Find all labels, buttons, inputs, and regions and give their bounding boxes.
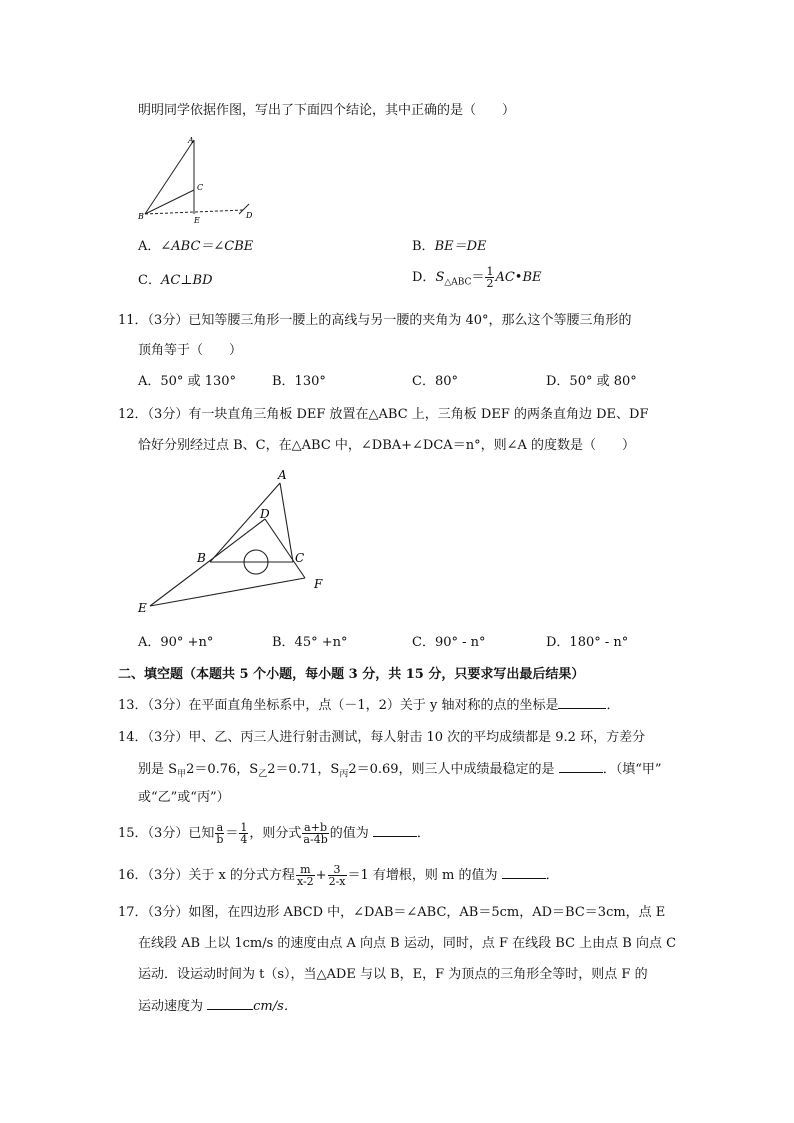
q10-option-c-letter: C． [138, 273, 161, 288]
q13-score: （3分） [147, 698, 189, 713]
q16-f2-num: 3 [328, 864, 347, 876]
q12-label-e: E [138, 601, 147, 615]
q12-label-f: F [314, 577, 323, 591]
q14-v2: 2＝0.71，S [267, 762, 340, 777]
q15-post: 的值为 [329, 826, 369, 841]
q14-number: 14． [118, 730, 148, 745]
q16-pre: 关于 x 的分式方程 [188, 868, 295, 883]
q16-f1-num: m [296, 864, 315, 876]
q16-f1-den: x-2 [296, 875, 314, 888]
q17-line3: 运动．设运动时间为 t（s），当△ADE 与以 B，E，F 为顶点的三角形全等时，则点 F 的 [138, 967, 648, 982]
q16-end: ． [545, 868, 559, 883]
q11-option-c: C．80° [412, 374, 458, 389]
q16-fraction-m [296, 864, 315, 887]
q12-line2: 恰好分别经过点 B、C，在△ABC 中，∠DBA+∠DCA＝n°，则∠A 的度数是（ ） [138, 438, 635, 453]
q16-plus: + [315, 868, 327, 883]
q10-label-e: E [194, 216, 200, 225]
q15-f1-den: b [216, 833, 224, 846]
q14-sub-1: 甲 [177, 769, 187, 780]
q16-answer-blank[interactable] [502, 866, 546, 879]
q12-option-a: A．90° +n° [138, 635, 214, 650]
q12-option-d: D．180° - n° [546, 635, 629, 650]
q14-score: （3分） [147, 730, 189, 745]
q15 [118, 822, 430, 845]
q15-f2-num: 1 [240, 821, 248, 834]
q10-option-d-fraction [485, 266, 494, 289]
q17-l4-pre: 运动速度为 [138, 999, 204, 1014]
q10-option-a [138, 238, 253, 256]
q12-label-c: C [295, 551, 305, 565]
q10-option-d-post: AC•BE [495, 270, 542, 285]
q12-score: （3分） [147, 407, 189, 422]
q13-end: ． [606, 698, 620, 713]
q17-text1: 如图，在四边形 ABCD 中，∠DAB＝∠ABC，AB＝5cm，AD＝BC＝3cm，点 E [188, 905, 666, 920]
section2-title: 二、填空题（本题共 5 个小题，每小题 3 分，共 15 分，只要求写出最后结果） [118, 667, 585, 682]
q15-f1-num: a [216, 821, 224, 834]
q11-text1: 已知等腰三角形一腰上的高线与另一腰的夹角为 40°，那么这个等腰三角形的 [188, 313, 632, 328]
q13 [118, 696, 620, 715]
q16 [118, 864, 559, 887]
q10-option-d-den: 2 [486, 277, 494, 290]
q10-option-b-letter: B． [412, 239, 435, 254]
q10-label-d: D [246, 211, 253, 220]
q14-l2-pre: 别是 S [138, 762, 178, 777]
q10-option-b-text: BE＝DE [434, 239, 487, 254]
q10-figure [132, 134, 262, 226]
q15-eq: ＝ [225, 826, 239, 841]
q17-number: 17． [118, 905, 148, 920]
q13-answer-blank[interactable] [558, 696, 606, 709]
q10-option-c [138, 272, 213, 290]
q12-figure [132, 466, 332, 618]
q10-label-c: C [197, 183, 204, 192]
q12-option-c: C．90° - n° [412, 635, 486, 650]
q10-option-b [412, 238, 487, 256]
q16-score: （3分） [147, 868, 189, 883]
q11-option-a: A．50° 或 130° [138, 374, 237, 389]
q15-end: ． [416, 826, 430, 841]
q10-option-d-num: 1 [486, 265, 494, 278]
q14-v3: 2＝0.69，则三人中成绩最稳定的是 [348, 762, 555, 777]
q10-option-c-text: AC⊥BD [160, 273, 213, 288]
q11-option-b: B．130° [272, 374, 326, 389]
q15-mid: ，则分式 [249, 826, 302, 841]
q12-line1 [118, 406, 648, 424]
q15-score: （3分） [147, 826, 189, 841]
q14-answer-blank[interactable] [559, 760, 603, 773]
q10-option-a-letter: A． [138, 239, 161, 254]
q16-number: 16． [118, 868, 148, 883]
q12-label-a: A [278, 468, 287, 482]
q14-v1: 2＝0.76，S [186, 762, 259, 777]
q13-number: 13． [118, 698, 148, 713]
q15-f3-num: a+b [304, 821, 327, 834]
q17-score: （3分） [147, 905, 189, 920]
q14-sub-3: 丙 [339, 769, 349, 780]
q11-line2: 顶角等于（ ） [138, 343, 243, 358]
q14-line2 [138, 760, 662, 784]
q10-label-b: B [138, 212, 144, 221]
q10-option-d-eq: ＝ [471, 270, 485, 285]
q10-option-d-sub: △ABC [444, 277, 472, 288]
q15-pre: 已知 [188, 826, 215, 841]
q12-text1: 有一块直角三角板 DEF 放置在△ABC 上，三角板 DEF 的两条直角边 DE、DF [188, 407, 649, 422]
q10-option-d [412, 266, 542, 292]
q14-line1 [118, 729, 645, 747]
q15-answer-blank[interactable] [373, 824, 417, 837]
q10-label-a: A [188, 136, 194, 145]
q16-post: ＝1 有增根，则 m 的值为 [347, 868, 498, 883]
q17-l4-post: cm/s． [253, 999, 297, 1014]
q17-answer-blank[interactable] [207, 997, 253, 1010]
q15-fraction-expr [302, 822, 328, 845]
q14-sub-2: 乙 [258, 769, 268, 780]
q10-option-a-text: ∠ABC＝∠CBE [160, 239, 254, 254]
q16-f2-den: 2-x [328, 875, 346, 888]
q14-l2-post: ．（填“甲” [602, 762, 662, 777]
q17-line1 [118, 904, 665, 922]
q15-fraction-a-b [215, 822, 224, 845]
q13-text: 在平面直角坐标系中，点（－1，2）关于 y 轴对称的点的坐标是 [188, 698, 559, 713]
q10-option-d-letter: D． [412, 270, 436, 285]
q11-option-d: D．50° 或 80° [546, 374, 637, 389]
q16-fraction-3 [328, 864, 347, 887]
q17-line2: 在线段 AB 上以 1cm/s 的速度由点 A 向点 B 运动，同时，点 F 在线段 BC 上由点 B 向点 C [138, 936, 677, 951]
q12-number: 12． [118, 407, 148, 422]
q11-number: 11． [118, 313, 148, 328]
q15-fraction-1-4 [239, 822, 248, 845]
q15-number: 15． [118, 826, 148, 841]
q15-f2-den: 4 [240, 833, 248, 846]
q10-option-d-s: S [435, 270, 445, 285]
q14-text1: 甲、乙、丙三人进行射击测试，每人射击 10 次的平均成绩都是 9.2 环，方差分 [188, 730, 646, 745]
q14-line3: 或“乙”或“丙”） [138, 790, 230, 805]
q17-line4 [138, 997, 297, 1016]
q11-line1 [118, 312, 632, 330]
q15-f3-den: a-4b [303, 833, 328, 846]
q12-label-d: D [260, 507, 270, 521]
q10-stem: 明明同学依据作图，写出了下面四个结论，其中正确的是（ ） [138, 103, 516, 118]
q12-option-b: B．45° +n° [272, 635, 348, 650]
q11-score: （3分） [147, 313, 189, 328]
q12-label-b: B [197, 551, 206, 565]
